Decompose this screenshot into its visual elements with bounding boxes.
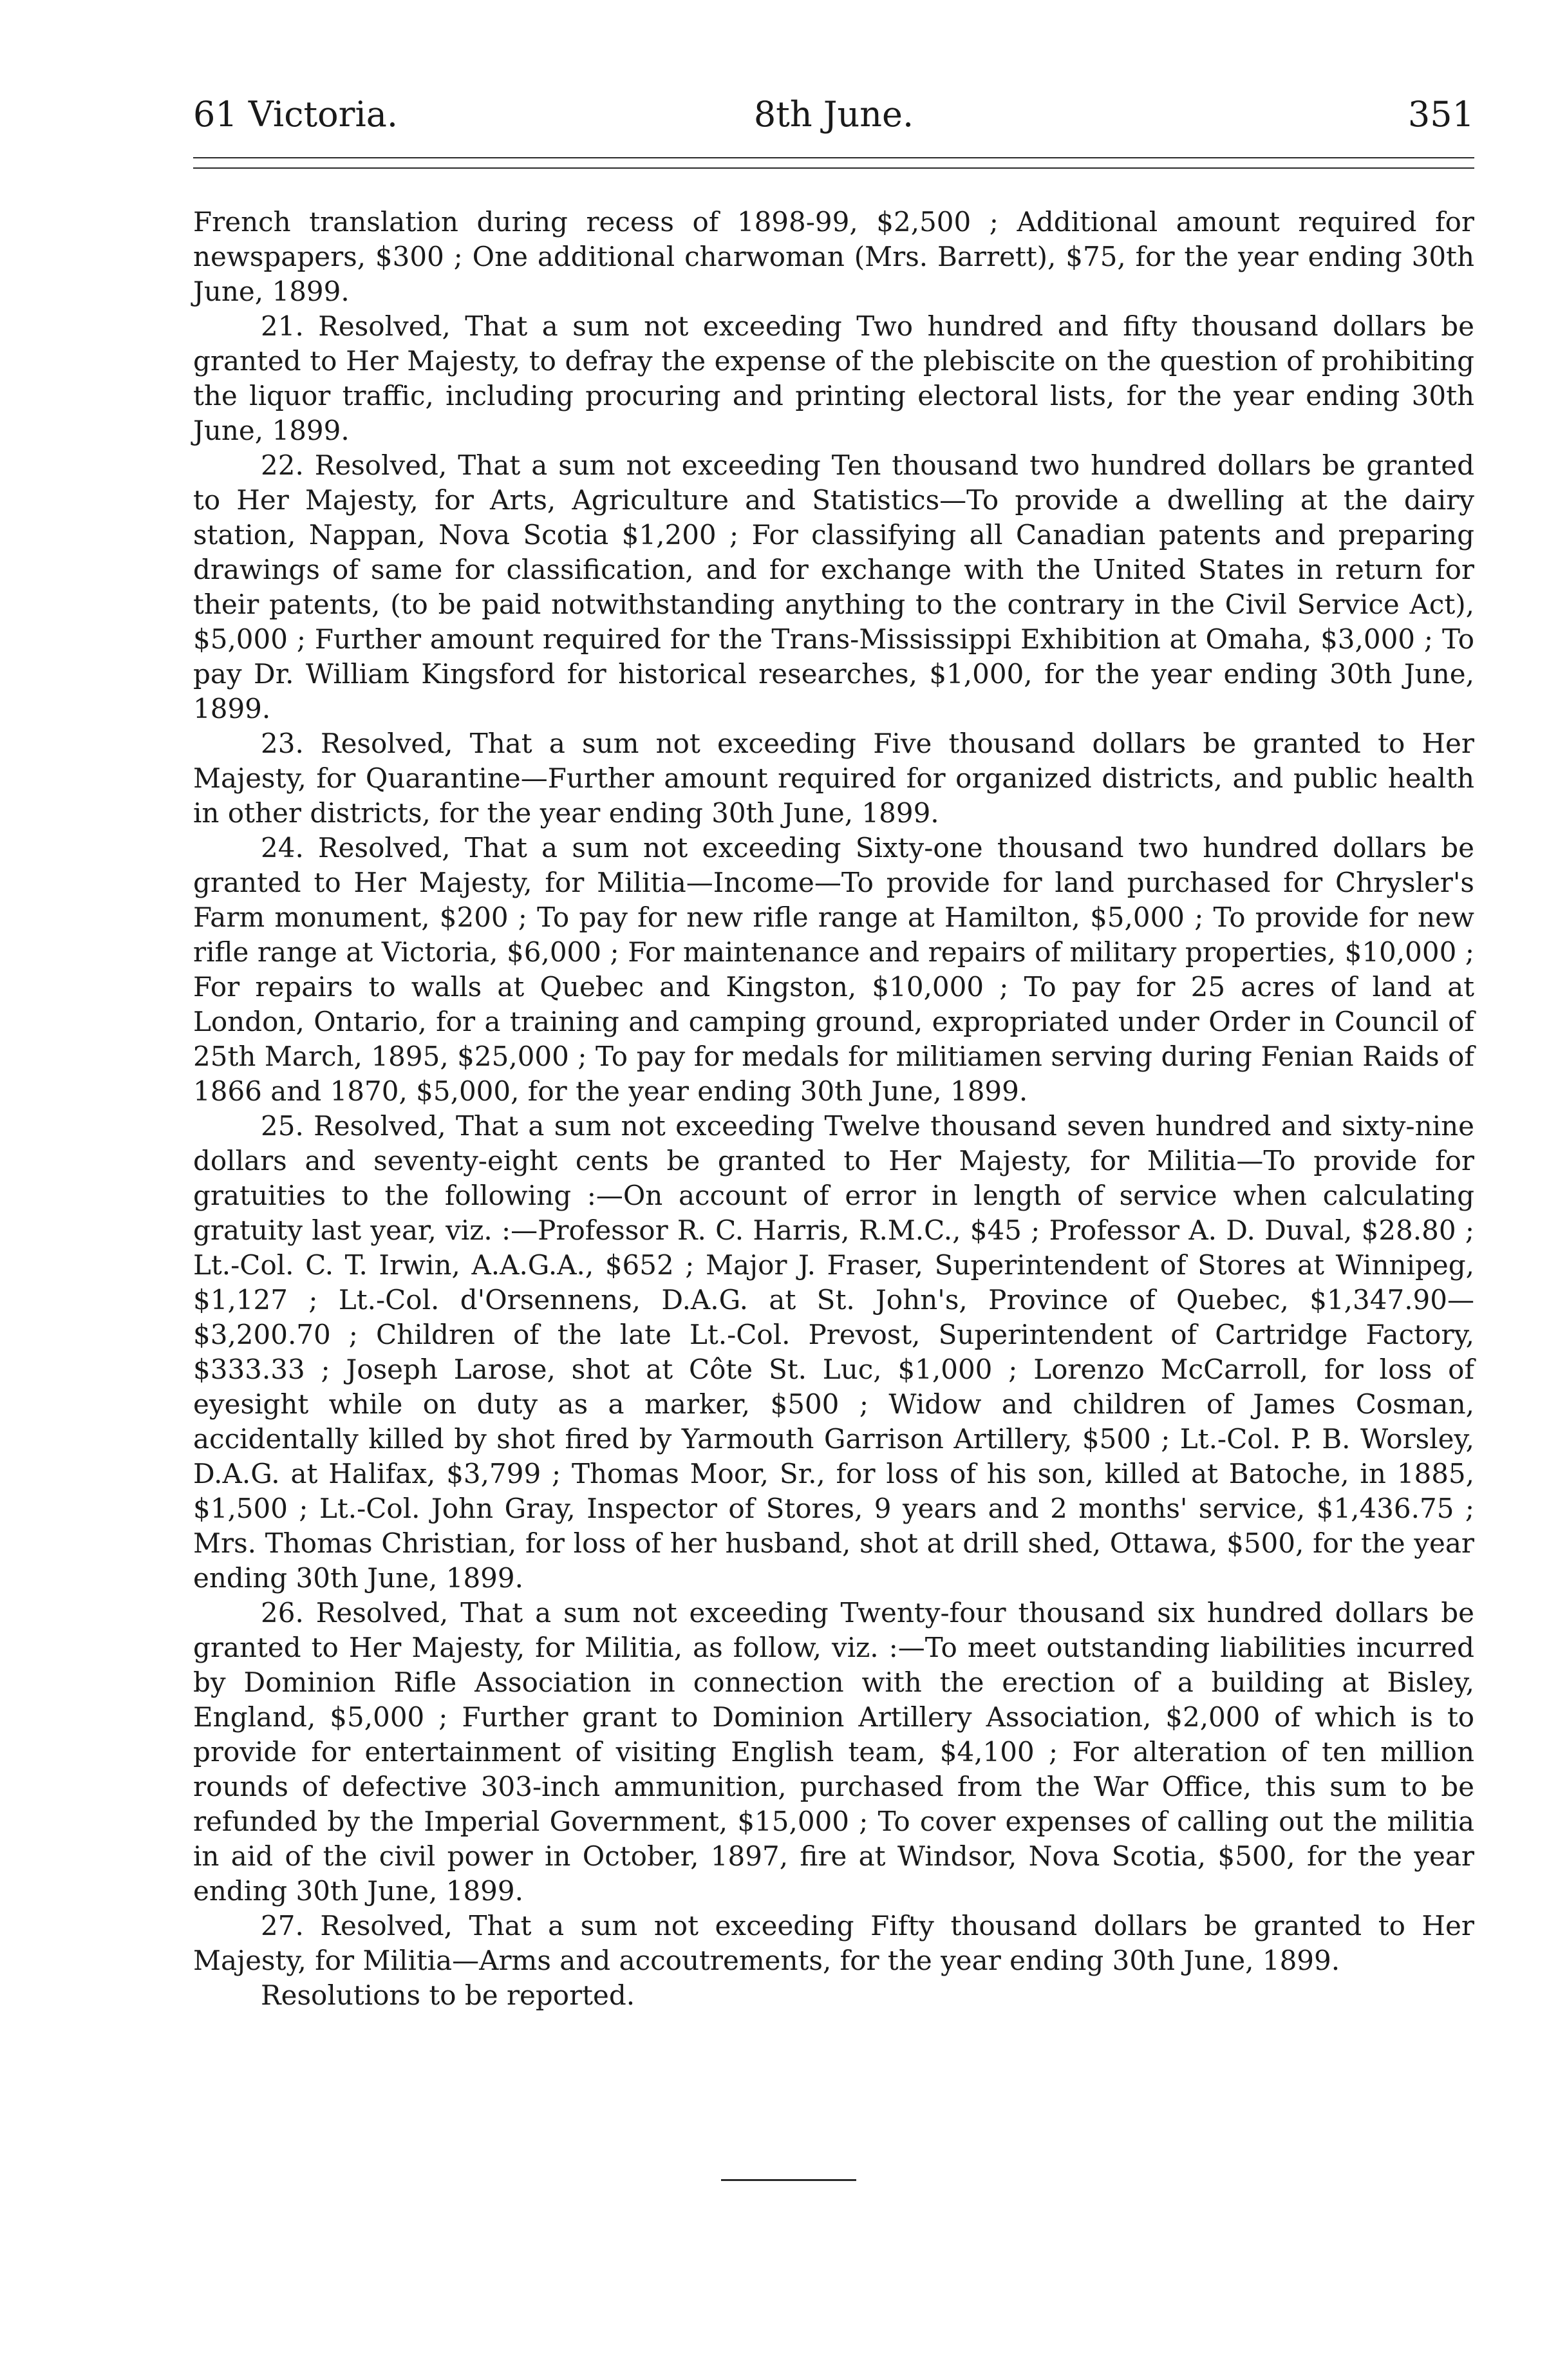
- resolution-21: 21. Resolved, That a sum not exceeding Two hundred and fifty thousand dollars be granted to Her Majesty, to defray the expense of the plebiscite on the question of prohibiting the liquor traffic, including procuring and printing electoral lists, for the year ending 30th June, 1899.: [193, 310, 1474, 446]
- journal-body: [193, 205, 1474, 2013]
- resolution-26: 26. Resolved, That a sum not exceeding Twenty-four thousand six hundred dollars be granted to Her Majesty, for Militia, as follow, viz. :—To meet outstanding liabilities incurred by Dominion Rifle Association in connection with the erection of a building at Bisley, England, $5,000 ; Further grant to Dominion Artillery Association, $2,000 of which is to provide for entertainment of visiting English team, $4,100 ; For alteration of ten million rounds of defective 303-inch ammunition, purchased from the War Office, this sum to be refunded by the Imperial Government, $15,000 ; To cover expenses of calling out the militia in aid of the civil power in October, 1897, fire at Windsor, Nova Scotia, $500, for the year ending 30th June, 1899.: [193, 1597, 1474, 1907]
- resolution-27: 27. Resolved, That a sum not exceeding Fifty thousand dollars be granted to Her Majesty, for Militia—Arms and accoutrements, for the year ending 30th June, 1899.: [193, 1910, 1474, 1976]
- continued-paragraph: French translation during recess of 1898-99, $2,500 ; Additional amount required for newspapers, $300 ; One additional charwoman (Mrs. Barrett), $75, for the year ending 30th June, 1899.: [193, 206, 1474, 307]
- resolution-24: 24. Resolved, That a sum not exceeding Sixty-one thousand two hundred dollars be granted to Her Majesty, for Militia—Income—To provide for land purchased for Chrysler's Farm monument, $200 ; To pay for new rifle range at Hamilton, $5,000 ; To provide for new rifle range at Victoria, $6,000 ; For maintenance and repairs of military properties, $10,000 ; For repairs to walls at Quebec and Kingston, $10,000 ; To pay for 25 acres of land at London, Ontario, for a training and camping ground, expropriated under Order in Council of 25th March, 1895, $25,000 ; To pay for medals for militiamen serving during Fenian Raids of 1866 and 1870, $5,000, for the year ending 30th June, 1899.: [193, 832, 1474, 1107]
- header-rule-top: [193, 157, 1474, 158]
- closing-line: Resolutions to be reported.: [261, 1979, 635, 2011]
- resolution-22: 22. Resolved, That a sum not exceeding Ten thousand two hundred dollars be granted to Her Majesty, for Arts, Agriculture and Statistics—To provide a dwelling at the dairy station, Nappan, Nova Scotia $1,200 ; For classifying all Canadian patents and preparing drawings of same for classification, and for exchange with the United States in return for their patents, (to be paid notwithstanding anything to the contrary in the Civil Service Act), $5,000 ; Further amount required for the Trans-Mississippi Exhibition at Omaha, $3,000 ; To pay Dr. William Kingsford for historical researches, $1,000, for the year ending 30th June, 1899.: [193, 449, 1474, 724]
- header-rule-bottom: [193, 167, 1474, 169]
- date-label: 8th June.: [753, 94, 914, 135]
- end-rule: [721, 2179, 856, 2181]
- page-number: 351: [1407, 94, 1474, 135]
- resolution-25: 25. Resolved, That a sum not exceeding Twelve thousand seven hundred and sixty-nine dollars and seventy-eight cents be granted to Her Majesty, for Militia—To provide for gratuities to the following :—On account of error in length of service when calculating gratuity last year, viz. :—Professor R. C. Harris, R.M.C., $45 ; Professor A. D. Duval, $28.80 ; Lt.-Col. C. T. Irwin, A.A.G.A., $652 ; Major J. Fraser, Superintendent of Stores at Winnipeg, $1,127 ; Lt.-Col. d'Orsennens, D.A.G. at St. John's, Province of Quebec, $1,347.90—$3,200.70 ; Children of the late Lt.-Col. Prevost, Superintendent of Cartridge Factory, $333.33 ; Joseph Larose, shot at Côte St. Luc, $1,000 ; Lorenzo McCarroll, for loss of eyesight while on duty as a marker, $500 ; Widow and children of James Cosman, accidentally killed by shot fired by Yarmouth Garrison Artillery, $500 ; Lt.-Col. P. B. Worsley, D.A.G. at Halifax, $3,799 ; Thomas Moor, Sr., for loss of his son, killed at Batoche, in 1885, $1,500 ; Lt.-Col. John Gray, Inspector of Stores, 9 years and 2 months' service, $1,436.75 ; Mrs. Thomas Christian, for loss of her husband, shot at drill shed, Ottawa, $500, for the year ending 30th June, 1899.: [193, 1110, 1474, 1594]
- running-head: [193, 89, 1474, 140]
- resolution-23: 23. Resolved, That a sum not exceeding Five thousand dollars be granted to Her Majesty, for Quarantine—Further amount required for organized districts, and public health in other districts, for the year ending 30th June, 1899.: [193, 728, 1474, 829]
- session-label: 61 Victoria.: [193, 94, 399, 135]
